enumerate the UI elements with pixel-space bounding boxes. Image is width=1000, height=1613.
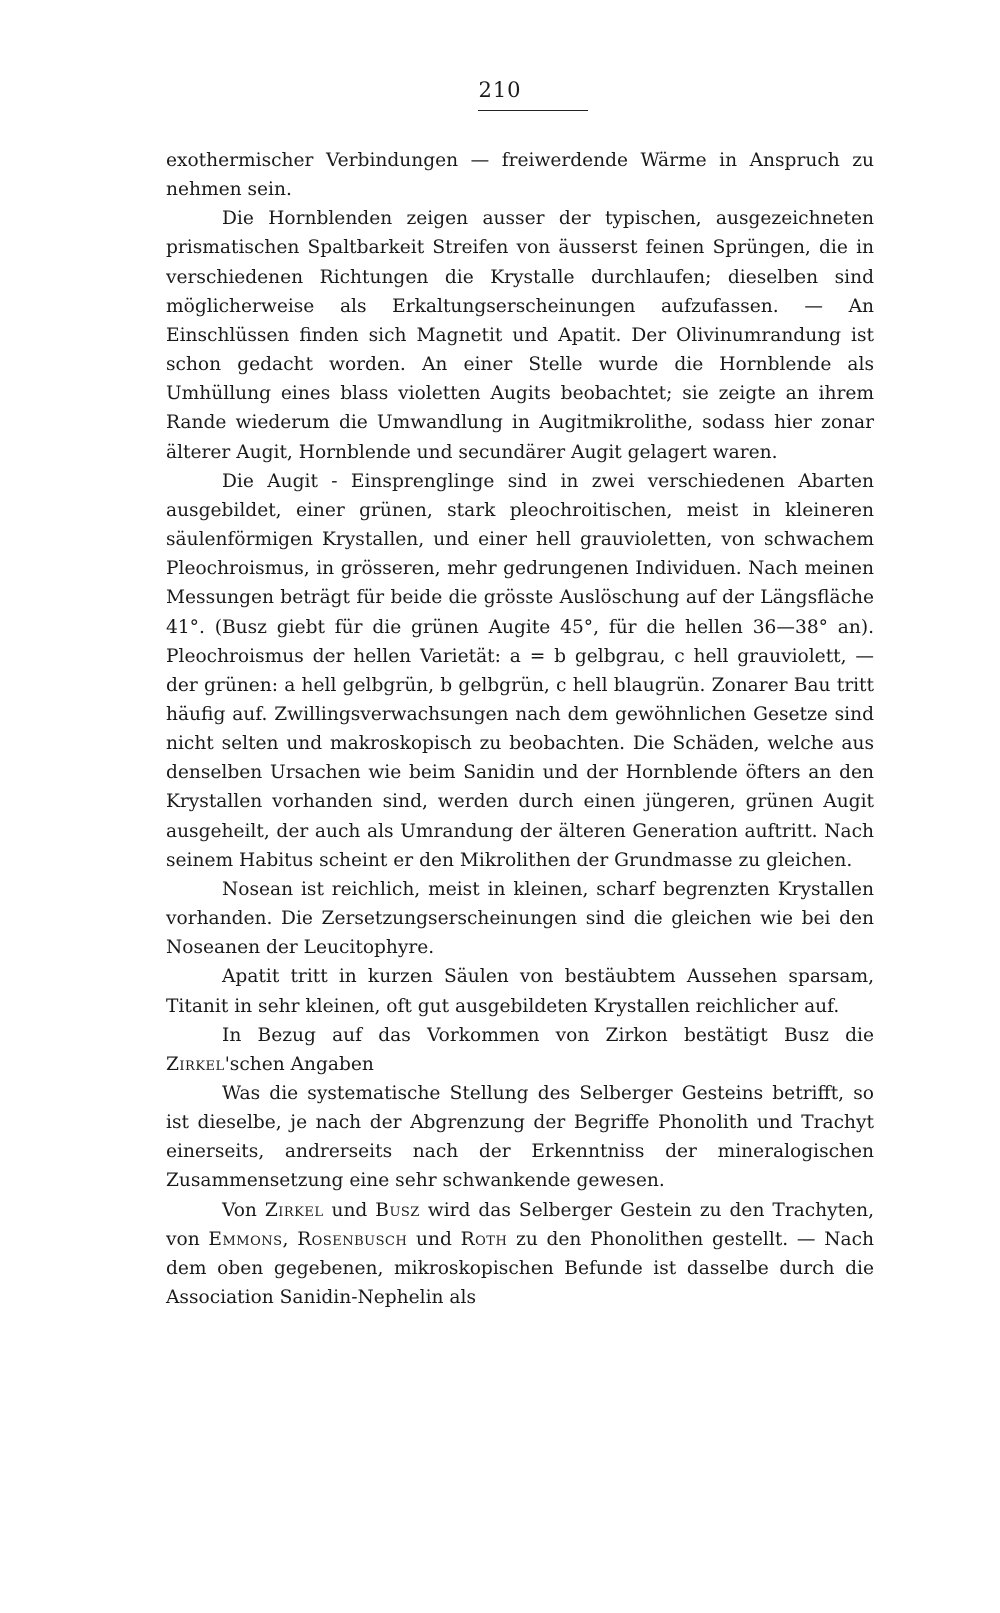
- text-run: Die Hornblenden zeigen ausser der typischen, ausgezeichneten prismatischen Spaltbarkeit Streifen von äusserst feinen Sprüngen, die in verschiedenen Richtungen die Krystalle durchlaufen; dieselben sind möglicherweise als Erkaltungserscheinungen aufzufassen. — An Einschlüssen finden sich Magnetit und Apatit. Der Olivinumrandung ist schon gedacht worden. An einer Stelle wurde die Hornblende als Umhüllung eines blass violetten Augits beobachtet; sie zeigte an ihrem Rande wiederum die Umwandlung in Augitmikrolithe, sodass hier zonar älterer Augit, Hornblende und secundärer Augit gelagert waren.: [166, 208, 874, 463]
- text-run: wird das Selberger Gestein zu den Trachyten, von: [166, 1199, 874, 1250]
- body-text: [166, 146, 874, 1312]
- paragraph: [166, 204, 874, 466]
- text-run: Von: [222, 1199, 265, 1221]
- paragraph: [166, 1079, 874, 1196]
- paragraph: [166, 146, 874, 204]
- paragraph: [166, 467, 874, 875]
- text-run: exothermischer Verbindungen — freiwerdende Wärme in Anspruch zu nehmen sein.: [166, 150, 874, 201]
- paragraph: [166, 1196, 874, 1313]
- text-run: und: [323, 1199, 376, 1221]
- author-name: Zirkel: [166, 1053, 225, 1075]
- author-name: Rosenbusch: [297, 1228, 408, 1250]
- author-name: Zirkel: [264, 1199, 324, 1221]
- text-run: zu den Phonolithen gestellt. — Nach dem oben gegebenen, mikroskopischen Befunde ist dasselbe durch die Association Sanidin-Nephelin als: [166, 1228, 874, 1309]
- text-run: ,: [282, 1228, 298, 1250]
- author-name: Roth: [460, 1228, 508, 1250]
- text-run: 'schen Angaben: [224, 1053, 374, 1075]
- text-run: In Bezug auf das Vorkommen von Zirkon bestätigt Busz die: [222, 1024, 874, 1046]
- paragraph: [166, 875, 874, 962]
- text-run: Apatit tritt in kurzen Säulen von bestäubtem Aussehen sparsam, Titanit in sehr kleinen, oft gut ausgebildeten Krystallen reichlicher auf.: [166, 966, 874, 1017]
- text-run: und: [407, 1228, 461, 1250]
- page-number: 210: [478, 78, 522, 102]
- text-run: Die Augit - Einsprenglinge sind in zwei verschiedenen Abarten ausgebildet, einer grünen, stark pleochroitischen, meist in kleineren säulenförmigen Krystallen, und einer hell grauvioletten, von schwachem Pleochroismus, in grösseren, mehr gedrungenen Individuen. Nach meinen Messungen beträgt für beide die grösste Auslöschung auf der Längsfläche 41°. (Busz giebt für die grünen Augite 45°, für die hellen 36—38° an). Pleochroismus der hellen Varietät: a = b gelbgrau, c hell grauviolett, — der grünen: a hell gelbgrün, b gelbgrün, c hell blaugrün. Zonarer Bau tritt häufig auf. Zwillingsverwachsungen nach dem gewöhnlichen Gesetze sind nicht selten und makroskopisch zu beobachten. Die Schäden, welche aus denselben Ursachen wie beim Sanidin und der Hornblende öfters an den Krystallen vorhanden sind, werden durch einen jüngeren, grünen Augit ausgeheilt, der auch als Umrandung der älteren Generation auftritt. Nach seinem Habitus scheint er den Mikrolithen der Grundmasse zu gleichen.: [166, 470, 874, 871]
- author-name: Busz: [375, 1199, 420, 1221]
- paragraph: [166, 962, 874, 1020]
- text-run: Was die systematische Stellung des Selberger Gesteins betrifft, so ist dieselbe, je nach der Abgrenzung der Begriffe Phonolith und Trachyt einerseits, andrerseits nach der Erkenntniss der mineralogischen Zusammensetzung eine sehr schwankende gewesen.: [166, 1083, 874, 1192]
- author-name: Emmons: [208, 1228, 283, 1250]
- header-rule: [478, 110, 588, 111]
- paragraph: [166, 1021, 874, 1079]
- text-run: Nosean ist reichlich, meist in kleinen, scharf begrenzten Krystallen vorhanden. Die Zersetzungserscheinungen sind die gleichen wie bei den Noseanen der Leucitophyre.: [166, 878, 874, 959]
